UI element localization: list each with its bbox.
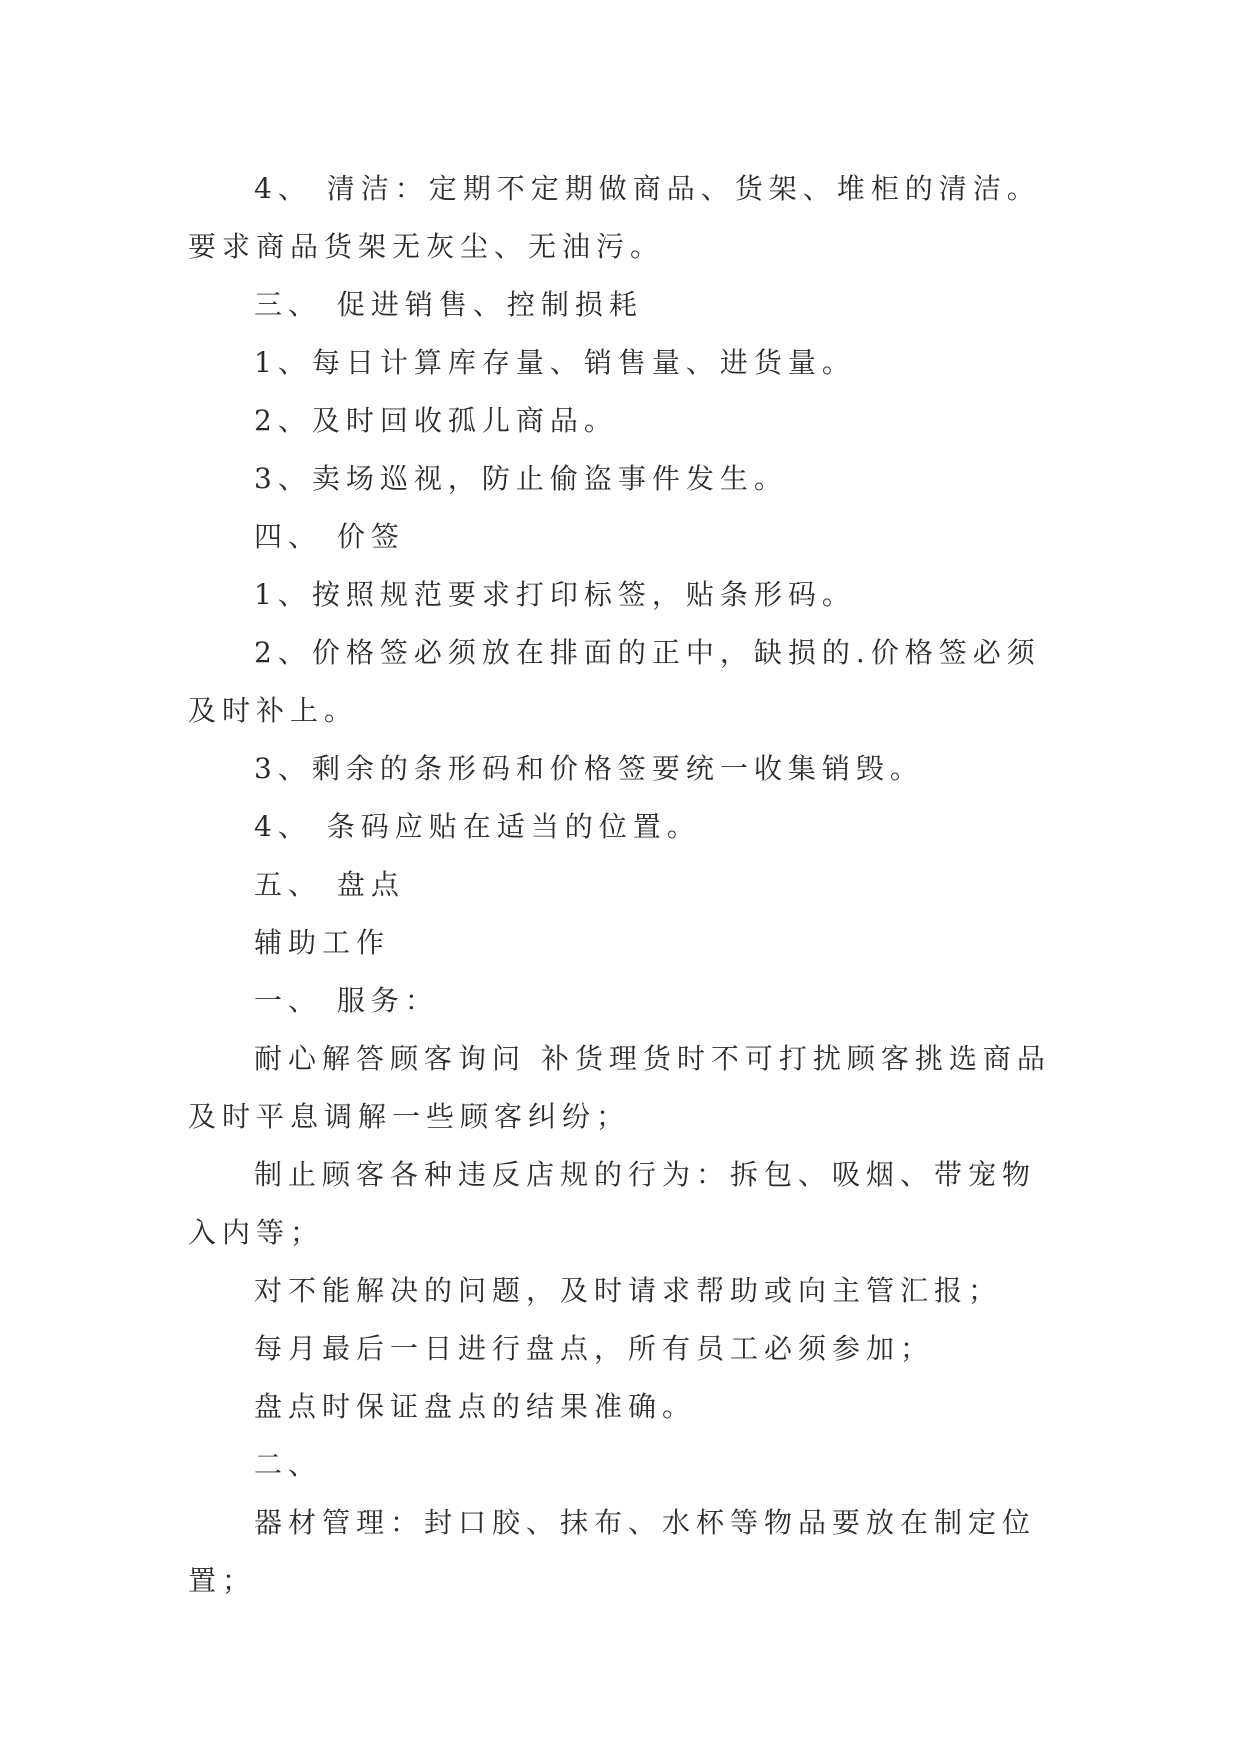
paragraph-price-tag-placement: 2、价格签必须放在排面的正中，缺损的.价格签必须及时补上。 <box>188 636 1041 727</box>
heading-sales-loss-control: 三、 促进销售、控制损耗 <box>254 288 643 321</box>
paragraph-destroy-leftover: 3、剩余的条形码和价格签要统一收集销毁。 <box>254 752 924 785</box>
heading-service: 一、 服务： <box>254 984 439 1017</box>
paragraph-daily-calculation: 1、每日计算库存量、销售量、进货量。 <box>254 346 856 379</box>
paragraph-accurate-results: 盘点时保证盘点的结果准确。 <box>254 1390 697 1423</box>
document-body <box>188 160 1054 1610</box>
paragraph-patrol: 3、卖场巡视，防止偷盗事件发生。 <box>254 462 788 495</box>
paragraph-answer-customers: 耐心解答顾客询问 补货理货时不可打扰顾客挑选商品及时平息调解一些顾客纠纷； <box>188 1042 1051 1133</box>
heading-auxiliary-work: 辅助工作 <box>254 926 391 959</box>
paragraph-cleaning: 4、 清洁：定期不定期做商品、货架、堆柜的清洁。要求商品货架无灰尘、无油污。 <box>188 172 1041 263</box>
paragraph-print-labels: 1、按照规范要求打印标签，贴条形码。 <box>254 578 856 611</box>
paragraph-barcode-position: 4、 条码应贴在适当的位置。 <box>254 810 701 843</box>
paragraph-stop-violations: 制止顾客各种违反店规的行为：拆包、吸烟、带宠物入内等； <box>188 1158 1037 1249</box>
heading-inventory: 五、 盘点 <box>254 868 405 901</box>
heading-price-tags: 四、 价签 <box>254 520 405 553</box>
paragraph-monthly-inventory: 每月最后一日进行盘点，所有员工必须参加； <box>254 1332 935 1365</box>
paragraph-report-problems: 对不能解决的问题，及时请求帮助或向主管汇报； <box>254 1274 1003 1307</box>
heading-two: 二、 <box>254 1448 323 1481</box>
paragraph-equipment-management: 器材管理：封口胶、抹布、水杯等物品要放在制定位置； <box>188 1506 1037 1597</box>
paragraph-orphan-goods: 2、及时回收孤儿商品。 <box>254 404 618 437</box>
